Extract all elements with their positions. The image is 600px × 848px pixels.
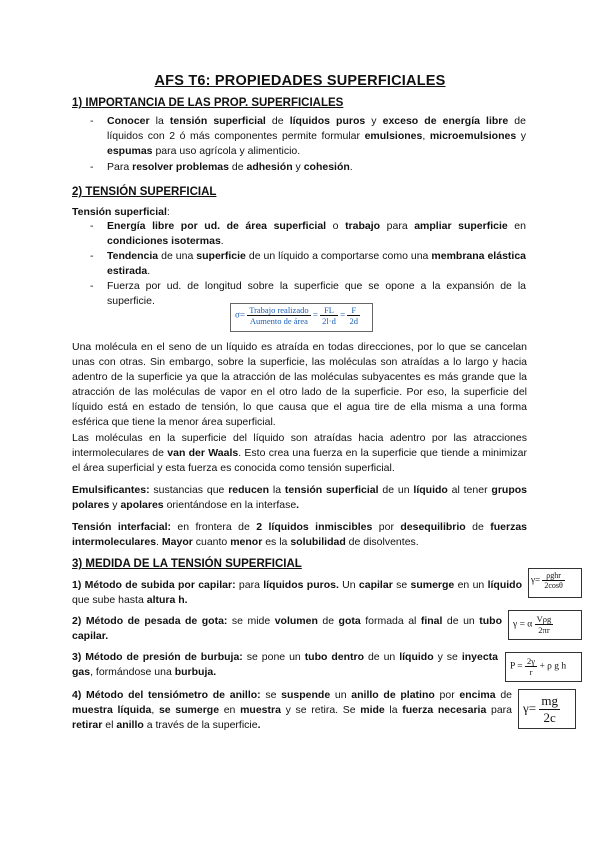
section-2-heading: 2) TENSIÓN SUPERFICIAL	[72, 186, 217, 198]
s1-bullet-2-text: Para resolver problemas de adhesión y cohesión.	[107, 161, 353, 173]
formula-capilar: γ= $\frac{\text{ρghr}}{2\cos\theta}$	[528, 568, 582, 598]
page-title: AFS T6: PROPIEDADES SUPERFICIALES	[154, 73, 446, 89]
s1-bullet-2: - Para resolver problemas de adhesión y cohesión.	[90, 160, 526, 175]
surface-tension-formula: σ= $\frac{\text{Trabajo realizado}}{\text{Aumento de área}}$ = $\frac{FL}{2l\cdot d}$ = $\frac{F}{2d}$	[230, 303, 373, 332]
s2-bullet-2-text: Tendencia de una superficie de un líquido a comportarse como una membrana elástica estirada.	[107, 250, 526, 277]
method-1-capilar: 1) Método de subida por capilar: para líquidos puros. Un capilar se sumerge en un líquido que sube hasta altura h.	[72, 579, 522, 606]
s2-subheading: Tensión superficial:	[72, 206, 170, 218]
section-1-heading: 1) IMPORTANCIA DE LAS PROP. SUPERFICIALES	[72, 97, 344, 109]
method-4-tensiometro-anillo: 4) Método del tensiómetro de anillo: se suspende un anillo de platino por encima de muestra líquida, se sumerge en muestra y se retira. Se mide la fuerza necesaria para retirar el anillo a través de la superficie.	[72, 689, 512, 731]
formula-anillo: γ= $\frac{mg}{2c}$	[518, 689, 576, 729]
formula-gota: γ = α $\frac{\text{Vρg}}{2\pi r}$	[508, 610, 582, 640]
formula-burbuja: P = $\frac{2\gamma}{r}$ + ρ g h	[505, 652, 582, 682]
s2-paragraph-2: Las moléculas en la superficie del líquido son atraídas hacia adentro por las atracciones intermoleculares de van der Waals. Esto crea una fuerza en la superficie que tiende a minimizar el área superficial y esta fuerza es conocida como tensión superficial.	[72, 432, 527, 474]
s2-bullet-2: - Tendencia de una superficie de un líquido a comportarse como una membrana elástica estirada.	[90, 250, 526, 277]
s2-bullet-3-text: Fuerza por ud. de longitud sobre la superficie que se opone a la expansión de la superficie.	[107, 280, 526, 307]
s2-paragraph-emulsificantes: Emulsificantes: sustancias que reducen la tensión superficial de un líquido al tener grupos polares y apolares orientándose en la interfase.	[72, 484, 527, 511]
section-3-heading: 3) MEDIDA DE LA TENSIÓN SUPERFICIAL	[72, 558, 302, 570]
s2-bullet-1: - Energía libre por ud. de área superficial o trabajo para ampliar superficie en condiciones isotermas.	[90, 220, 526, 247]
s1-bullet-1: - Conocer la tensión superficial de líquidos puros y exceso de energía libre de líquidos con 2 ó más componentes permite formular emulsiones, microemulsiones y espumas para uso agrícola y alimenticio.	[90, 115, 526, 157]
s2-paragraph-1: Una molécula en el seno de un líquido es atraída en todas direcciones, por lo que se cancelan unas con otras. Sin embargo, sobre la superficie, las moléculas son atraídas a lo largo y hacia adentro de la superficie ya que la atracción de las moléculas subyacentes es más grande que la atracción de las moléculas de vapor en el otro lado de la superficie. Por eso, la superficie del líquido está en estado de tensión, lo que causa que el agua tire de ella misma a una forma esférica que tiene la menor área superficial.	[72, 341, 527, 428]
s1-bullet-1-text: Conocer la tensión superficial de líquidos puros y exceso de energía libre de líquidos con 2 ó más componentes permite formular emulsiones, microemulsiones y espumas para uso agrícola y alimenticio.	[107, 115, 526, 157]
method-2-pesada-gota: 2) Método de pesada de gota: se mide volumen de gota formada al final de un tubo capilar.	[72, 615, 502, 642]
s2-paragraph-tension-interfacial: Tensión interfacial: en frontera de 2 líquidos inmiscibles por desequilibrio de fuerzas intermoleculares. Mayor cuanto menor es la solubilidad de disolventes.	[72, 521, 528, 548]
s2-bullet-3: - Fuerza por ud. de longitud sobre la superficie que se opone a la expansión de la superficie.	[90, 280, 526, 307]
s2-bullet-1-text: Energía libre por ud. de área superficial o trabajo para ampliar superficie en condiciones isotermas.	[107, 220, 526, 247]
method-3-presion-burbuja: 3) Método de presión de burbuja: se pone un tubo dentro de un líquido y se inyecta gas, formándose una burbuja.	[72, 651, 498, 678]
